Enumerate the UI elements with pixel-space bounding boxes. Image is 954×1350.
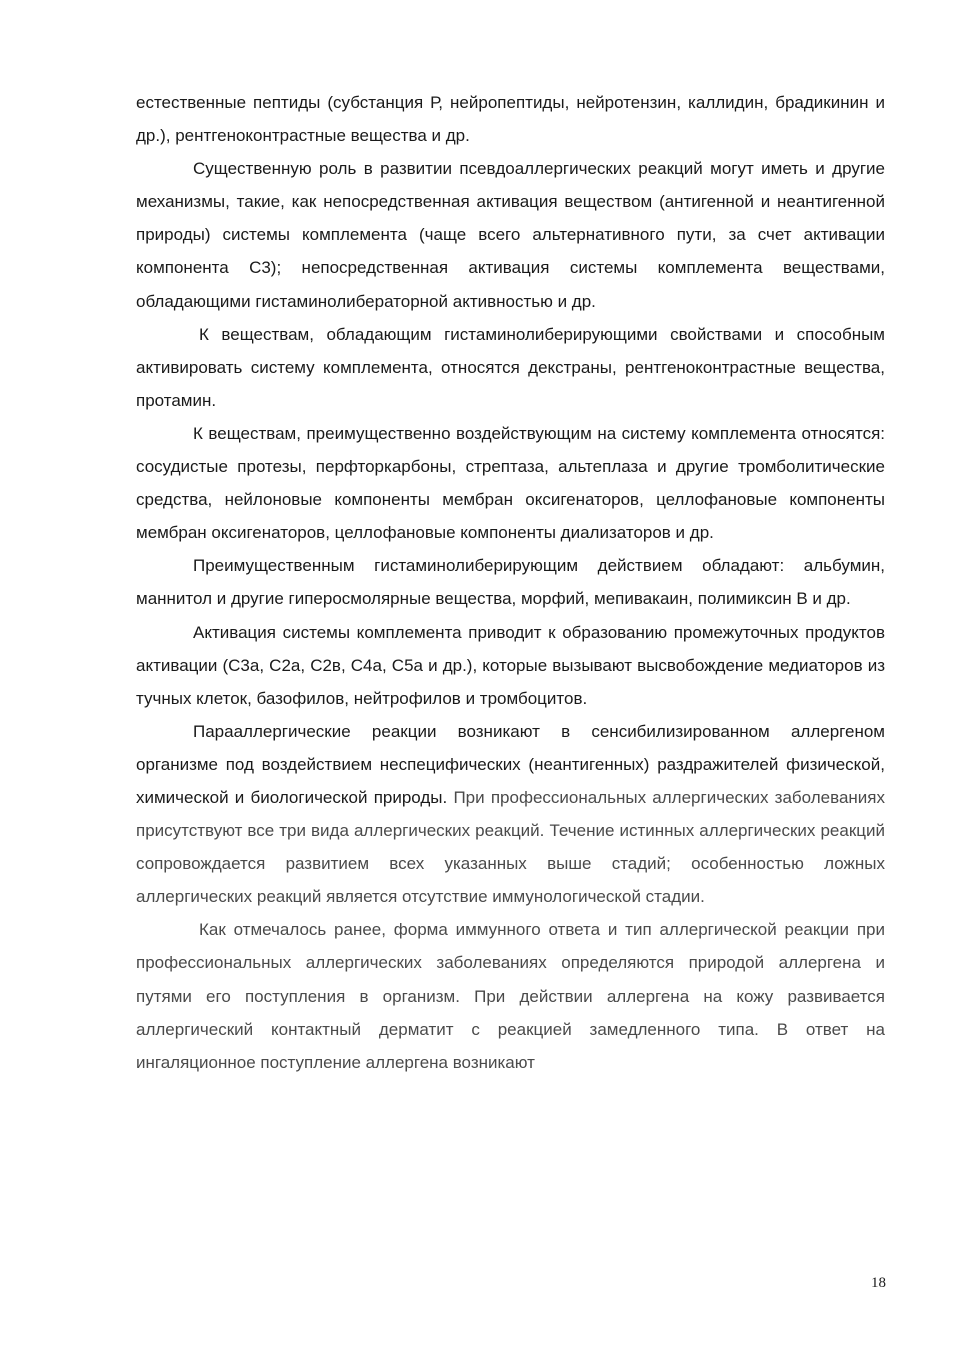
paragraph-7 bbox=[136, 715, 885, 914]
paragraph-4: К веществам, преимущественно воздействующим на систему комплемента относятся: сосудистые протезы, перфторкарбоны, стрептаза, альтеплаза и другие тромболитические средства, нейлоновые компоненты мембран оксигенаторов, целлофановые компоненты мембран оксигенаторов, целлофановые компоненты диализаторов и др. bbox=[136, 423, 885, 543]
paragraph-7-main-text: Парааллергические реакции возникают в сенсибилизированном аллергеном организме под воздействием неспецифических (неантигенных) раздражителей физической, химической и биологической природы. bbox=[136, 721, 885, 807]
paragraph-8: Как отмечалось ранее, форма иммунного ответа и тип аллергической реакции при профессиональных аллергических заболеваниях определяются природой аллергена и путями его поступления в организм. При действии аллергена на кожу развивается аллергический контактный дерматит с реакцией замедленного типа. В ответ на ингаляционное поступление аллергена возникают bbox=[136, 920, 885, 1072]
paragraph-3: К веществам, обладающим гистаминолиберирующими свойствами и способным активировать систему комплемента, относятся декстраны, рентгеноконтрастные вещества, протамин. bbox=[136, 324, 885, 410]
paragraph-7-grey-text: При профессиональных аллергических заболеваниях присутствуют все три вида аллергических реакций. Течение истинных аллергических реакций сопровождается развитием всех указанных выше стадий; особенностью ложных аллергических реакций является отсутствие иммунологической стадии. bbox=[136, 787, 885, 907]
page-number: 18 bbox=[871, 1275, 886, 1291]
document-body bbox=[136, 86, 885, 1079]
paragraph-2: Существенную роль в развитии псевдоаллергических реакций могут иметь и другие механизмы, такие, как непосредственная активация веществом (антигенной и неантигенной природы) системы комплемента (чаще всего альтернативного пути, за счет активации компонента С3); непосредственная активация системы комплемента веществами, обладающими гистаминолибераторной активностью и др. bbox=[136, 159, 885, 311]
paragraph-6: Активация системы комплемента приводит к образованию промежуточных продуктов активации (С3а, С2а, С2в, С4а, С5а и др.), которые вызывают высвобождение медиаторов из тучных клеток, базофилов, нейтрофилов и тромбоцитов. bbox=[136, 622, 885, 708]
paragraph-1: естественные пептиды (субстанция Р, нейропептиды, нейротензин, каллидин, брадикинин и др.), рентгеноконтрастные вещества и др. bbox=[136, 93, 885, 146]
paragraph-5: Преимущественным гистаминолиберирующим действием обладают: альбумин, маннитол и другие гиперосмолярные вещества, морфий, мепивакаин, полимиксин В и др. bbox=[136, 556, 885, 609]
